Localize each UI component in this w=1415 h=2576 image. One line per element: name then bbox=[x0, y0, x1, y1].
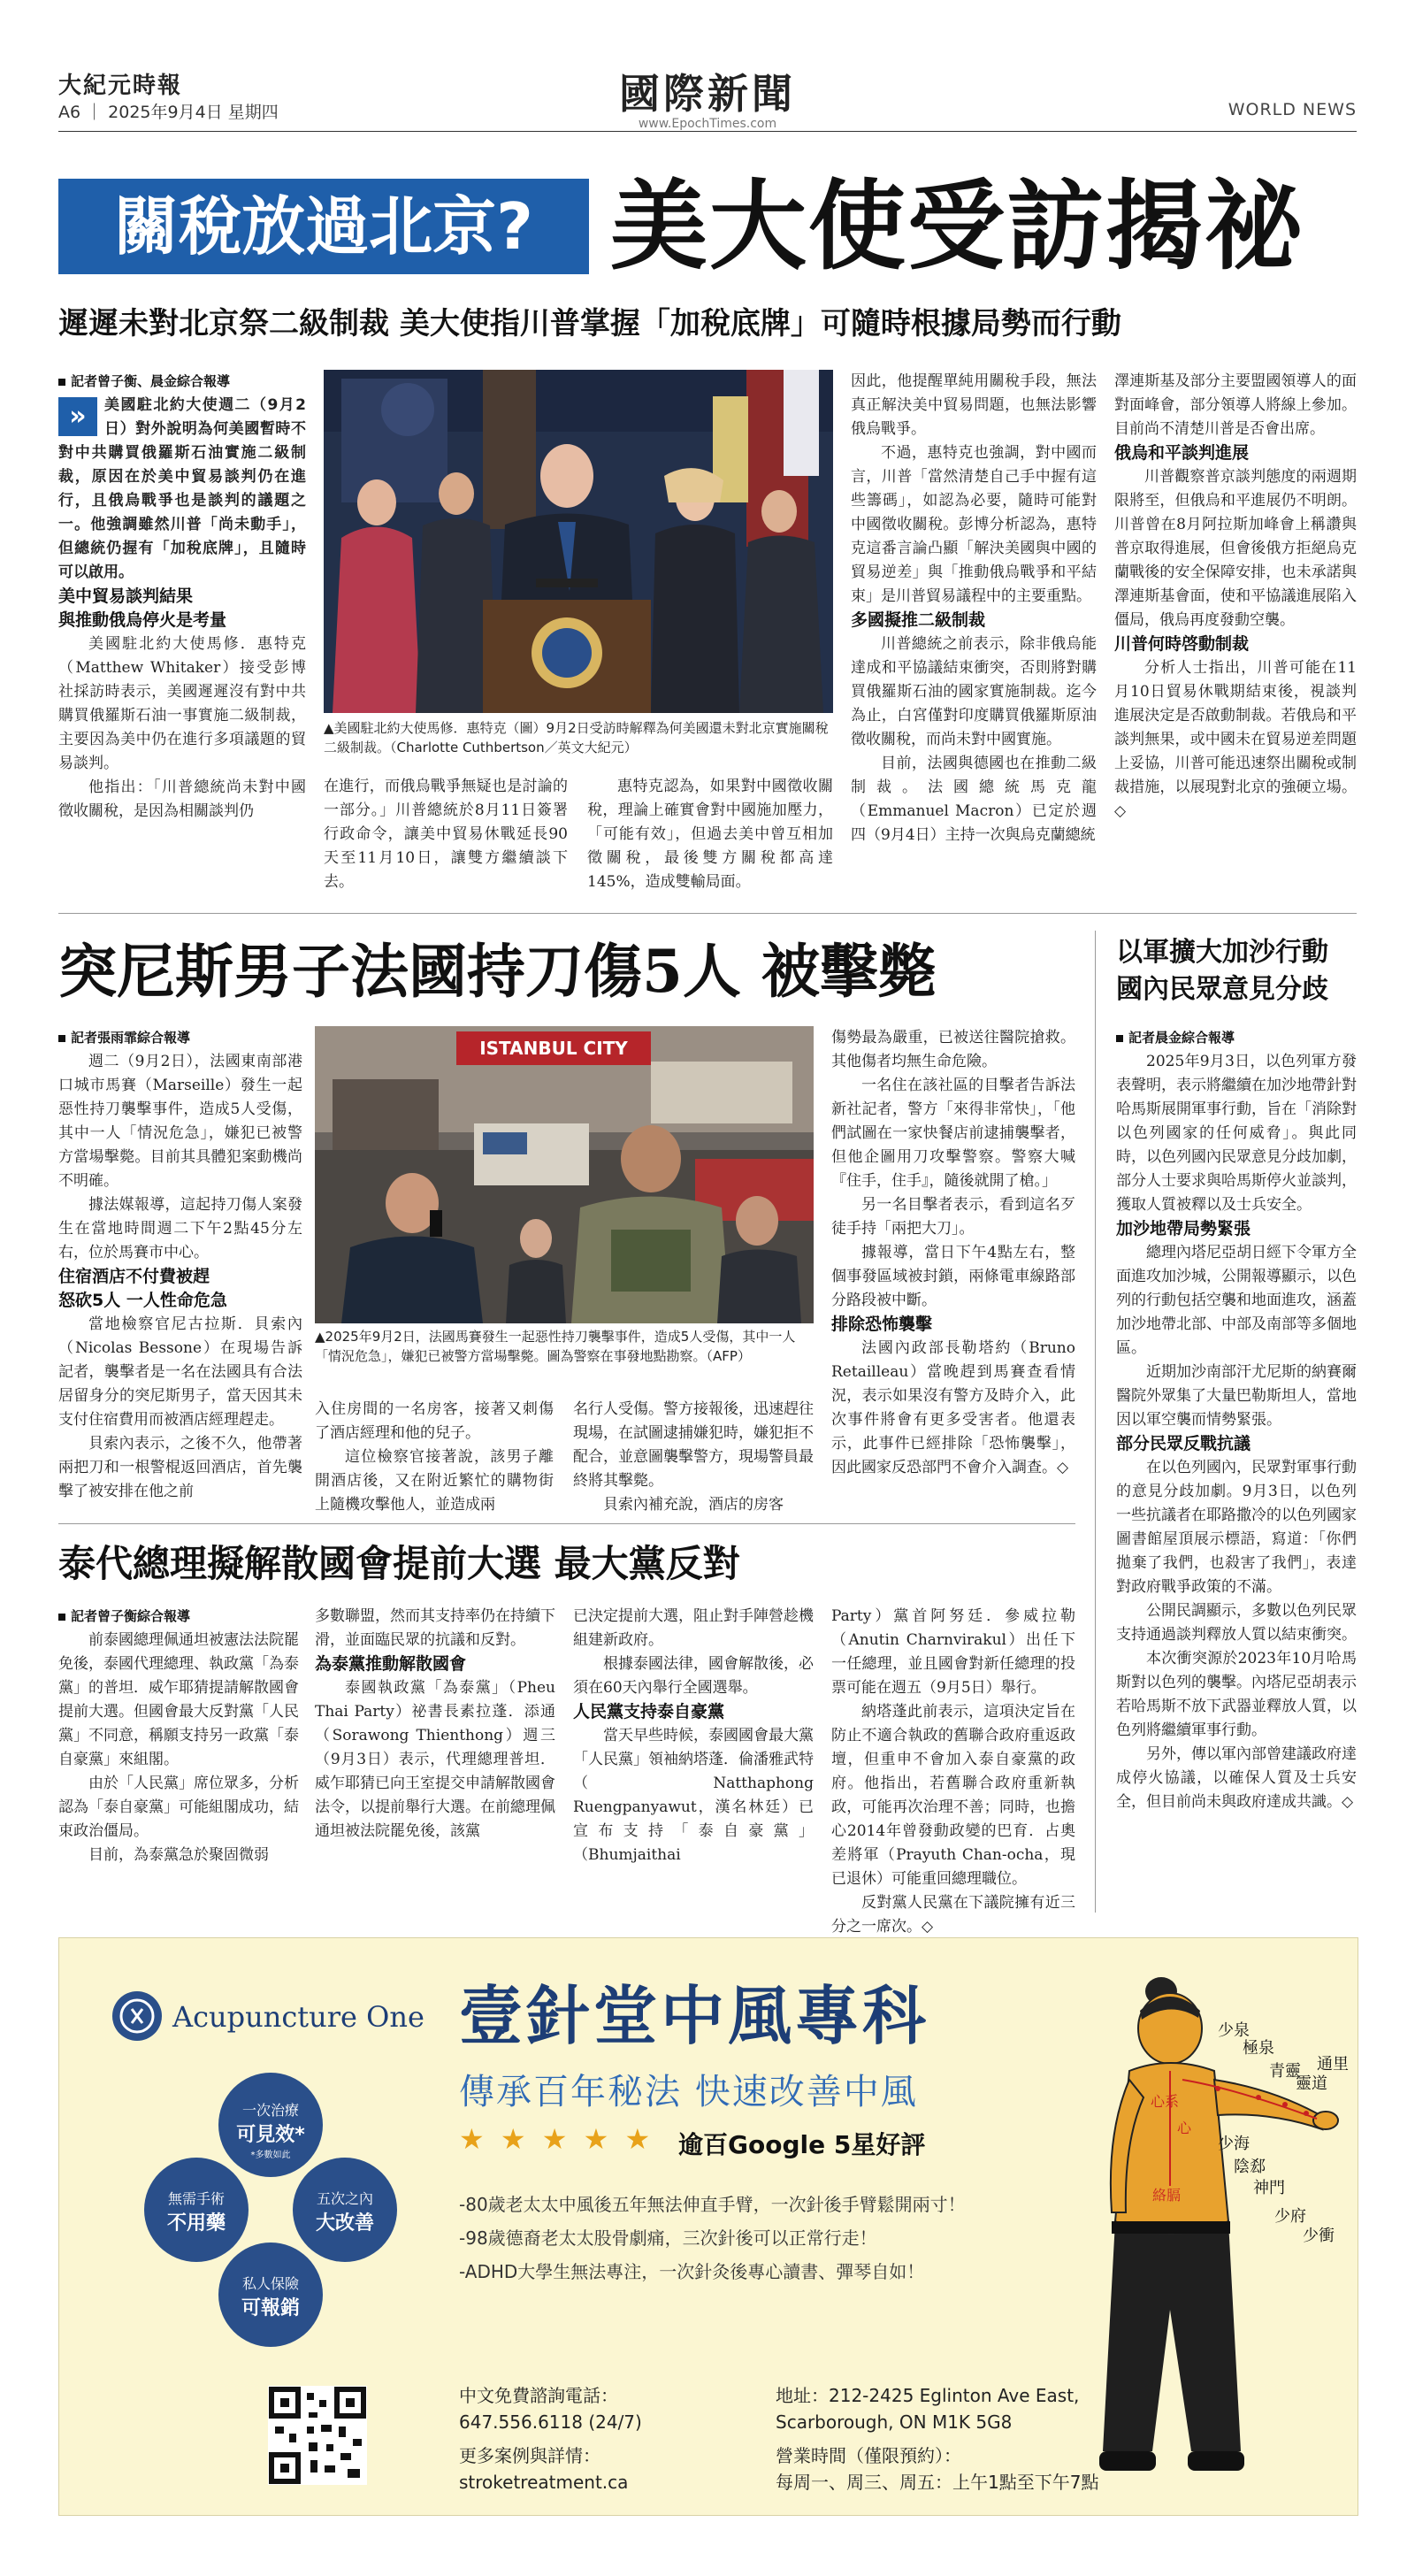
story4-byline: 記者曾子衡綜合報導 bbox=[58, 1605, 299, 1629]
meridian-body-icon bbox=[1085, 1956, 1350, 2504]
bubble-five-sessions-b: 大改善 bbox=[315, 2212, 374, 2235]
story4-sub2: 人民黨支持泰自豪黨 bbox=[573, 1702, 725, 1721]
story4-col3-p3: 當天早些時候，泰國國會最大黨「人民黨」領袖納塔蓬．倫潘雅武特（Natthaphong Ruengpanyawut，漢名林廷）已宣布支持「泰自豪黨」（Bhumjaithai bbox=[573, 1727, 814, 1864]
qr-code-icon[interactable] bbox=[268, 2386, 367, 2485]
ad-website[interactable]: stroketreatment.ca bbox=[459, 2472, 629, 2493]
story4-col3 bbox=[573, 1605, 814, 1916]
story4-col2-p1: 多數聯盟，然而其支持率仍在持續下滑，並面臨民眾的抗議和反對。 bbox=[315, 1607, 555, 1649]
testimonials bbox=[459, 2188, 1131, 2288]
story1-col4-p4: 目前，法國與德國也在推動二級制裁。法國總統馬克龍（Emmanuel Macron）已定於週四（9月4日）主持一次與烏克蘭總統 bbox=[851, 755, 1097, 844]
story1-col5 bbox=[1114, 370, 1357, 893]
story1-col2 bbox=[324, 775, 568, 893]
story1-lead-text: 美國駐北約大使週二（9月2日）對外說明為何美國暫時不對中共購買俄羅斯石油實施二級制裁，原因在於美中貿易談判仍在進行，且俄烏戰爭也是談判的議題之一。他強調雖然川普「尚未動手」，但總統仍握有「加稅底牌」，且隨時可以啟用。 bbox=[58, 396, 306, 581]
story2-col3-p2: 貝索內補充說，酒店的房客 bbox=[603, 1496, 784, 1514]
headline-main: 美大使受訪揭祕 bbox=[610, 169, 1304, 283]
story2-col1-p1: 週二（9月2日），法國東南部港口城市馬賽（Marseille）發生一起惡性持刀襲擊事件，造成5人受傷，其中一人「情況危急」，嫌犯已被警方當場擊斃。目前其具體犯案動機尚不明確。 bbox=[58, 1053, 302, 1190]
point-label-8: 少衝 bbox=[1303, 2227, 1335, 2245]
story3-p3: 近期加沙南部汗尤尼斯的納賽爾醫院外眾集了大量巴勒斯坦人，當地因以軍空襲而情勢緊張。 bbox=[1116, 1363, 1357, 1429]
story4-col4-p1: Party）黨首阿努廷．參威拉勒（Anutin Charnvirakul）出任下一任總理，並且國會對新任總理的投票可能在週五（9月5日）舉行。 bbox=[831, 1607, 1075, 1697]
story2-col2-p1: 入住房間的一名房客，接著又刺傷了酒店經理和他的兒子。 bbox=[315, 1400, 554, 1442]
story3-sub1: 加沙地帶局勢緊張 bbox=[1116, 1219, 1251, 1238]
story4-col3-p1: 已決定提前大選，阻止對手陣營趁機組建新政府。 bbox=[573, 1607, 814, 1649]
bubble-effective-b: 可見效* bbox=[236, 2124, 305, 2146]
story2-byline: 記者張雨霏綜合報導 bbox=[58, 1026, 302, 1050]
story2-col3 bbox=[573, 1398, 814, 1514]
hours-value: 每周一、周三、周五：上午1點至下午7點 bbox=[776, 2472, 1099, 2493]
story1-sub3: 俄烏和平談判進展 bbox=[1114, 443, 1250, 463]
story1-sub2: 多國擬推二級制裁 bbox=[851, 610, 986, 630]
story2-col3-p1: 名行人受傷。警方接報後，迅速趕往現場，在試圖逮捕嫌犯時，嫌犯拒不配合，並意圖襲擊警方，現場警員最終將其擊斃。 bbox=[573, 1400, 814, 1490]
story3-sub2: 部分民眾反戰抗議 bbox=[1116, 1434, 1251, 1453]
story3-p2: 總理內塔尼亞胡日經下令軍方全面進攻加沙城，公開報導顯示，以色列的行動包括空襲和地面進攻，涵蓋加沙地帶北部、中部及南部等多個地區。 bbox=[1116, 1244, 1357, 1357]
story2-col2 bbox=[315, 1398, 554, 1514]
story1-col1-p2: 他指出：「川普總統尚未對中國徵收關稅，是因為相關談判仍 bbox=[58, 778, 306, 820]
contact-label: 中文免費諮詢電話： bbox=[459, 2385, 618, 2406]
story2-caption: ▲2025年9月2日，法國馬賽發生一起惡性持刀襲擊事件，造成5人受傷，其中一人「情況危急」，嫌犯已被警方當場擊斃。圖為警察在事發地點勘察。（AFP） bbox=[315, 1329, 796, 1364]
story3-p6: 本次衝突源於2023年10月哈馬斯對以色列的襲擊。內塔尼亞胡表示若哈馬斯不放下武器並釋放人質，以色列將繼續軍事行動。 bbox=[1116, 1650, 1357, 1739]
right-column-divider bbox=[1095, 931, 1096, 1913]
contact-block bbox=[459, 2382, 724, 2496]
story3-p5: 公開民調顯示，多數以色列民眾支持通過談判釋放人質以結束衝突。 bbox=[1116, 1602, 1357, 1644]
story1-col3 bbox=[587, 775, 833, 893]
story3-body bbox=[1116, 1026, 1357, 1913]
address-line2: Scarborough, ON M1K 5G8 bbox=[776, 2411, 1013, 2433]
story1-col1 bbox=[58, 370, 306, 893]
story3-p4: 在以色列國內，民眾對軍事行動的意見分歧加劇。9月3日，以色列一些抗議者在耶路撒冷的以色列國家圖書館屋頂展示標語，寫道：「你們拋棄了我們，也殺害了我們」，表達對政府戰爭政策的不滿。 bbox=[1116, 1459, 1357, 1596]
story1-sub4: 川普何時啓動制裁 bbox=[1114, 634, 1250, 654]
story1-col5-p2: 川普觀察普京談判態度的兩週期限將至，但俄烏和平進展仍不明朗。川普曾在8月阿拉斯加峰會上稱讚與普京取得進展，但會後俄方拒絕烏克蘭戰後的安全保障安排，也未承諾與澤連斯基會面，使和平協議進展陷入僵局，俄烏再度發動空襲。 bbox=[1114, 468, 1357, 629]
point-label-5: 少海 bbox=[1218, 2135, 1250, 2153]
story4-col4-p3: 反對黨人民黨在下議院擁有近三分之一席次。◇ bbox=[831, 1894, 1075, 1936]
story4-col1-p2: 由於「人民黨」席位眾多，分析認為「泰自豪黨」可能組閣成功，結束政治僵局。 bbox=[58, 1775, 299, 1840]
story2-col2-p2: 這位檢察官接著說，該男子離開酒店後，又在附近繁忙的購物街上隨機攻擊他人，並造成兩 bbox=[315, 1448, 554, 1514]
hours-label: 營業時間（僅限預約）： bbox=[776, 2445, 961, 2466]
story2-col1-p4: 貝索內表示，之後不久，他帶著兩把刀和一根警棍返回酒店，首先襲擊了被安排在他之前 bbox=[58, 1435, 302, 1500]
story1-col4-p1: 因此，他提醒單純用關稅手段，無法真正解決美中貿易問題，也無法影響俄烏戰爭。 bbox=[851, 372, 1097, 438]
story2-bottom-rule bbox=[58, 1523, 1075, 1524]
point-label-13: 少泉 bbox=[1218, 2021, 1250, 2040]
ad-title: 壹針堂中風專科 bbox=[459, 1978, 930, 2053]
contact-phone[interactable]: 647.556.6118 (24/7) bbox=[459, 2411, 642, 2433]
story1-sub1: 美中貿易談判結果 與推動俄烏停火是考量 bbox=[58, 586, 227, 630]
story1-col5-p1: 澤連斯基及部分主要盟國領導人的面對面峰會，部分領導人將線上參加。目前尚不清楚川普是否會出席。 bbox=[1114, 372, 1357, 438]
story3-headline: 以軍擴大加沙行動 國內民眾意見分歧 bbox=[1116, 937, 1328, 1005]
whitaker-press-photo bbox=[324, 370, 833, 713]
story1-col4-p2: 不過，惠特克也強調，對中國而言，川普「當然清楚自己手中握有這些籌碼」，如認為必要，隨時可能對中國徵收關稅。彭博分析認為，惠特克這番言論凸顯「解決美國與中國的貿易逆差」與「推動俄烏戰爭和平結束」是川普貿易議程中的主要重點。 bbox=[851, 444, 1097, 605]
address-block bbox=[776, 2382, 1129, 2496]
ad-slogan: 傳承百年秘法 快速改善中風 bbox=[459, 2072, 918, 2112]
story4-col3-p2: 根據泰國法律，國會解散後，必須在60天內舉行全國選舉。 bbox=[573, 1655, 814, 1697]
story1-caption: ▲美國駐北約大使馬修．惠特克（圖）9月2日受訪時解釋為何美國還未對北京實施關稅二級制裁。（Charlotte Cuthbertson／英文大紀元） bbox=[324, 720, 829, 755]
brand-name: Acupuncture One bbox=[172, 2000, 424, 2034]
bubble-five-sessions bbox=[293, 2158, 397, 2262]
point-label-7: 少府 bbox=[1274, 2207, 1306, 2226]
story4-headline: 泰代總理擬解散國會提前大選 最大黨反對 bbox=[58, 1542, 740, 1585]
story4-col4-p2: 納塔蓬此前表示，這項決定旨在防止不適合執政的舊聯合政府重返政壇，但重申不會加入泰自豪黨的政府。他指出，若舊聯合政府重新執政，可能再次治理不善；同時，也擔心2014年曾發動政變的巴育．占奧差將軍（Prayuth Chan-ocha，現已退休）可能重回總理職位。 bbox=[831, 1703, 1075, 1888]
story2-col1-p3: 當地檢察官尼古拉斯．貝索內（Nicolas Bessone）在現場告訴記者，襲擊者是一名在法國具有合法居留身分的突尼斯男子，當天因其未支付住宿費用而被酒店經理趕走。 bbox=[58, 1315, 302, 1429]
story2-col4 bbox=[831, 1026, 1075, 1504]
story2-col4-p2: 一名住在該社區的目擊者告訴法新社記者，警方「來得非常快」，「他們試圖在一家快餐店前逮捕襲擊者，但他企圖用刀攻擊警察。警察大喊『住手，住手』，隨後就開了槍。」 bbox=[831, 1077, 1075, 1190]
point-label-3: 靈道 bbox=[1296, 2074, 1327, 2093]
more-label: 更多案例與詳情： bbox=[459, 2445, 600, 2466]
story4-sub1: 為泰黨推動解散國會 bbox=[315, 1654, 467, 1674]
masthead-rule bbox=[58, 131, 1357, 132]
section-en: WORLD NEWS bbox=[1228, 100, 1357, 119]
story1-photo bbox=[324, 370, 833, 713]
story3-p1: 2025年9月3日，以色列軍方發表聲明，表示將繼續在加沙地帶針對哈馬斯展開軍事行動，旨在「消除對以色列國家的任何威脅」。與此同時，以色列國內民眾意見分歧加劇，部分人士要求與哈馬斯停火並談判，獲取人質被釋以及士兵安全。 bbox=[1116, 1053, 1357, 1214]
headline-box bbox=[58, 179, 589, 274]
bubble-no-surgery-a: 無需手術 bbox=[167, 2190, 225, 2207]
story1-col1-p1: 美國駐北約大使馬修．惠特克（Matthew Whitaker）接受彭博社採訪時表示，美國遲遲沒有對中共購買俄羅斯石油一事實施二級制裁，主要因為美中仍在進行多項議題的貿易談判。 bbox=[58, 635, 306, 772]
headline-box-text: 關稅放過北京? bbox=[114, 189, 533, 264]
story1-col5-p3: 分析人士指出，川普可能在11月10日貿易休戰期結束後，視談判進展決定是否啟動制裁。若俄烏和平談判無果，或中國未在貿易逆差問題上妥協，川普可能迅速祭出關稅或制裁措施，以展現對北京的強硬立場。◇ bbox=[1114, 659, 1357, 820]
point-label-4: 通里 bbox=[1317, 2055, 1349, 2074]
point-label-11: 絡膈 bbox=[1152, 2187, 1182, 2204]
story4-col2 bbox=[315, 1605, 555, 1916]
bubble-effective-note: *多數如此 bbox=[250, 2150, 291, 2160]
story1-byline: 記者曾子衡、晨金綜合報導 bbox=[58, 370, 306, 394]
story1-lead bbox=[58, 394, 306, 585]
story1-bottom-rule bbox=[58, 913, 1357, 914]
story3-byline: 記者晨金綜合報導 bbox=[1116, 1026, 1357, 1050]
story1-col4 bbox=[851, 370, 1097, 893]
testimonial-2: -98歲德裔老太太股骨劇痛，三次針後可以正常行走！ bbox=[459, 2227, 877, 2249]
story2-col4-p5: 法國內政部長勒塔約（Bruno Retailleau）當晚趕到馬賽查看情況，表示如果沒有警方及時介入，此次事件將會有更多受害者。他還表示，此事件已經排除「恐怖襲擊」，因此國家反恐部門不會介入調查。◇ bbox=[831, 1339, 1075, 1476]
point-label-2: 青靈 bbox=[1269, 2062, 1301, 2081]
meridian-figure bbox=[1085, 1956, 1350, 2504]
story4-col2-p2: 泰國執政黨「為泰黨」（Pheu Thai Party）祕書長素拉蓬．添通（Sorawong Thienthong）週三（9月3日）表示，代理總理普坦．威乍耶猜已向王室提交申請解散國會法令，以提前舉行大選。在前總理佩通坦被法院罷免後，該黨 bbox=[315, 1679, 555, 1840]
point-label-1: 極泉 bbox=[1243, 2039, 1274, 2058]
story2-col4-p1: 傷勢最為嚴重，已被送往醫院搶救。其他傷者均無生命危險。 bbox=[831, 1029, 1075, 1070]
story1-col4-p3: 川普總統之前表示，除非俄烏能達成和平協議結束衝突，否則將對購買俄羅斯石油的國家實施制裁。迄今為止，白宮僅對印度購買俄羅斯原油徵收關稅，而尚未對中國實施。 bbox=[851, 635, 1097, 748]
bubble-insurance-a: 私人保險 bbox=[241, 2275, 299, 2292]
acupuncture-ad[interactable] bbox=[58, 1937, 1358, 2516]
story2-col4-p4: 據報導，當日下午4點左右，整個事發區域被封鎖，兩條電車線路部分路段被中斷。 bbox=[831, 1244, 1075, 1309]
address-line1: 地址：212-2425 Eglinton Ave East, bbox=[776, 2385, 1080, 2406]
subhead: 遲遲未對北京祭二級制裁 美大使指川普掌握「加稅底牌」可隨時根據局勢而行動 bbox=[58, 306, 1121, 341]
story1-col3-p1: 惠特克認為，如果對中國徵收關稅，理論上確實會對中國施加壓力，「可能有效」，但過去美中曾互相加徵關稅，最後雙方關稅都高達145%，造成雙輸局面。 bbox=[587, 778, 833, 891]
story2-sub2: 排除恐怖襲擊 bbox=[831, 1315, 933, 1334]
bubble-insurance-b: 可報銷 bbox=[241, 2297, 300, 2319]
story2-headline: 突尼斯男子法國持刀傷5人 被擊斃 bbox=[58, 937, 937, 1006]
story1-col2-p1: 在進行，而俄烏戰爭無疑也是討論的一部分。」川普總統於8月11日簽署行政命令，讓美中貿易休戰延長90天至11月10日，讓雙方繼續談下去。 bbox=[324, 778, 568, 891]
website[interactable]: www.EpochTimes.com bbox=[638, 117, 777, 131]
bubble-no-surgery-b: 不用藥 bbox=[166, 2212, 226, 2235]
testimonial-1: -80歲老太太中風後五年無法伸直手臂，一次針後手臂鬆開兩寸！ bbox=[459, 2194, 966, 2215]
point-label-10: 心 bbox=[1177, 2120, 1192, 2136]
story4-col1 bbox=[58, 1605, 299, 1916]
photo-sign-text: ISTANBUL CITY bbox=[479, 1038, 628, 1059]
page-info: A6 ｜ 2025年9月4日 星期四 bbox=[58, 103, 279, 122]
bubble-five-sessions-a: 五次之內 bbox=[316, 2190, 373, 2207]
bubble-no-surgery bbox=[144, 2158, 249, 2262]
story2-sub1: 住宿酒店不付費被趕 怒砍5人 一人性命危急 bbox=[58, 1267, 227, 1310]
paper-name: 大紀元時報 bbox=[58, 73, 183, 99]
brand-logo-icon bbox=[112, 1991, 162, 2041]
point-label-9: 心系 bbox=[1151, 2093, 1180, 2110]
story2-photo bbox=[315, 1026, 814, 1323]
story2-col1-p2: 據法媒報導，這起持刀傷人案發生在當地時間週二下午2點45分左右，位於馬賽市中心。 bbox=[58, 1196, 302, 1261]
story3-p7: 另外，傳以軍內部曾建議政府達成停火協議，以確保人質及士兵安全，但目前尚未與政府達成共識。◇ bbox=[1116, 1745, 1357, 1811]
marseille-police-photo bbox=[315, 1026, 814, 1323]
point-label-6: 神門 bbox=[1253, 2179, 1285, 2197]
bubble-effective-a: 一次治療 bbox=[241, 2102, 299, 2119]
section-title: 國際新聞 bbox=[619, 70, 796, 118]
testimonial-3: -ADHD大學生無法專注，一次針灸後專心讀書、彈琴自如！ bbox=[459, 2261, 925, 2282]
story4-col4 bbox=[831, 1605, 1075, 1936]
bubble-insurance bbox=[218, 2242, 323, 2347]
story4-col1-p1: 前泰國總理佩通坦被憲法法院罷免後，泰國代理總理、執政黨「為泰黨」的普坦．威乍耶猜提請解散國會提前大選。但國會最大反對黨「人民黨」不同意，稱願支持另一政黨「泰自豪黨」來組閣。 bbox=[58, 1631, 299, 1768]
point-label-12: 陰郄 bbox=[1234, 2158, 1266, 2176]
story2-col1 bbox=[58, 1026, 302, 1504]
star-rating-icon: ★ ★ ★ ★ ★ bbox=[459, 2122, 654, 2156]
bubble-effective bbox=[218, 2073, 323, 2177]
story4-col1-p3: 目前，為泰黨急於聚固微弱 bbox=[88, 1846, 269, 1864]
lead-chevron-icon: » bbox=[58, 397, 97, 436]
ad-rating: 逾百Google 5星好評 bbox=[678, 2130, 926, 2159]
story2-col4-p3: 另一名目擊者表示，看到這名歹徒手持「兩把大刀」。 bbox=[831, 1196, 1075, 1238]
